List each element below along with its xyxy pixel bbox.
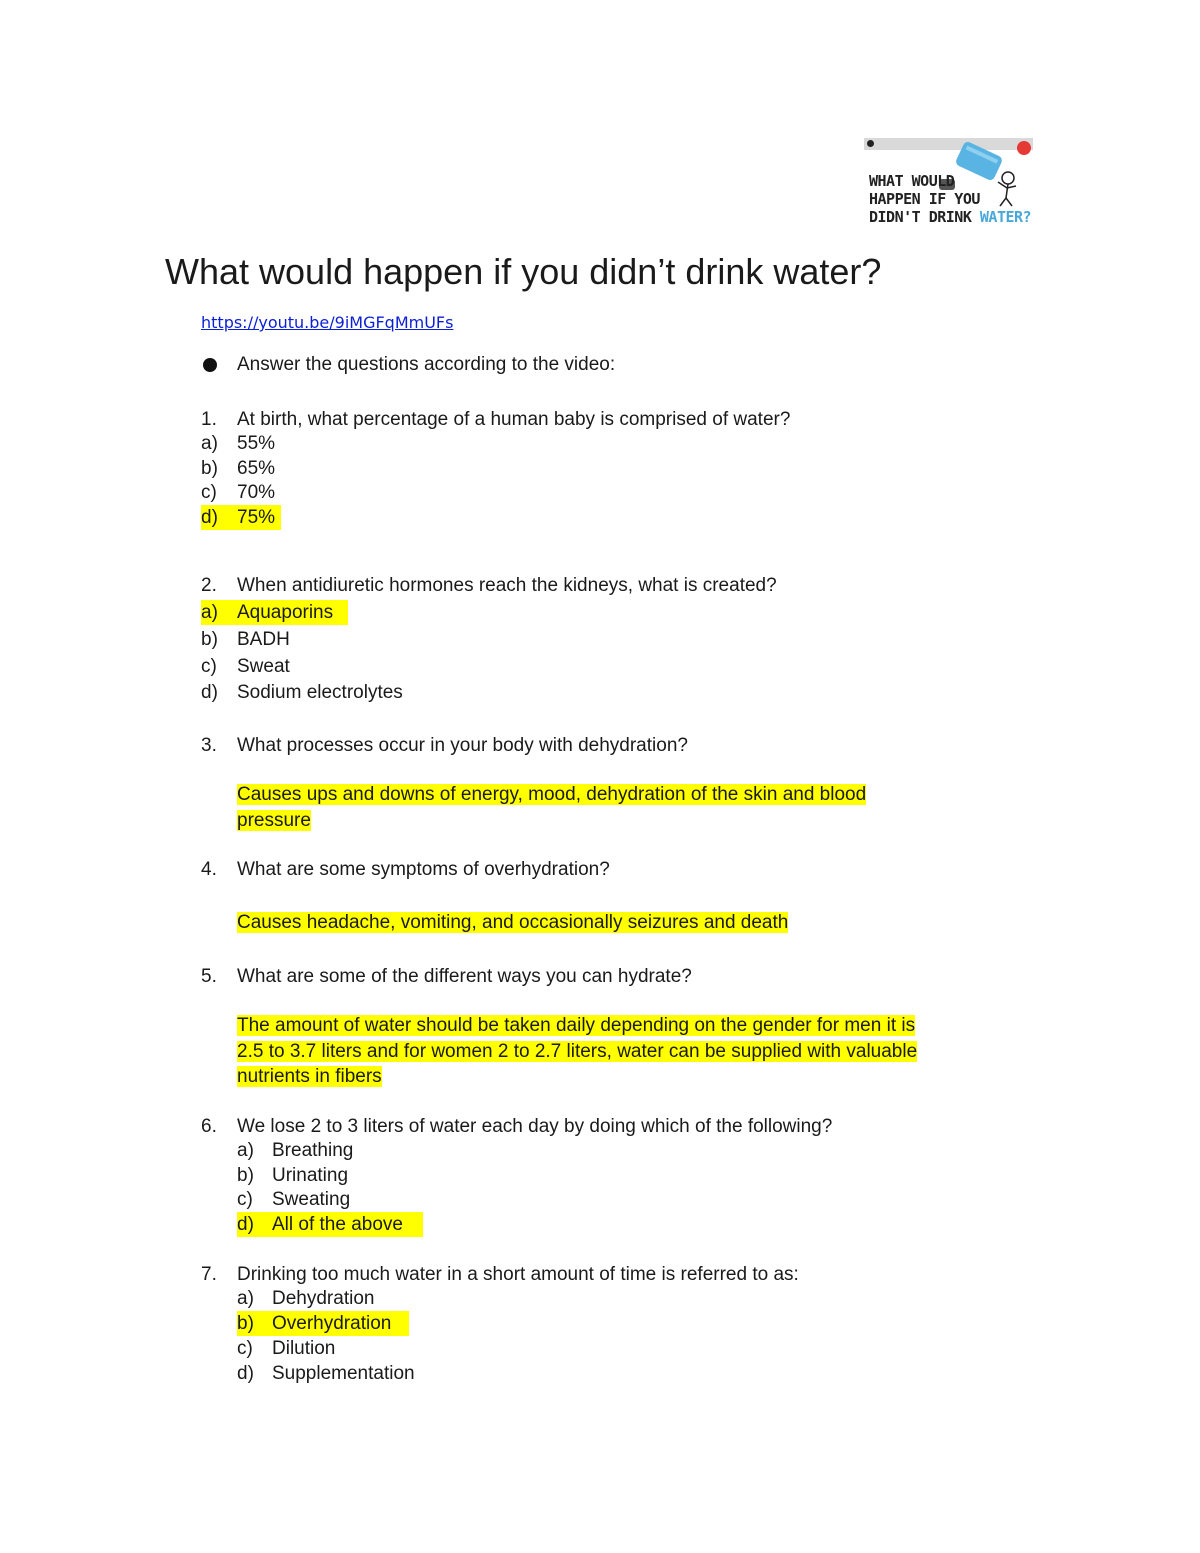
thumbnail-line-3-b: WATER? (979, 208, 1032, 226)
q7-text: Drinking too much water in a short amount of time is referred to as: (237, 1264, 799, 1285)
option-marker: a) (201, 602, 218, 623)
option-text: BADH (237, 629, 290, 650)
option-marker: b) (201, 458, 218, 479)
q1-text: At birth, what percentage of a human baby is comprised of water? (237, 409, 791, 430)
option-text: 55% (237, 433, 276, 454)
option-marker: b) (237, 1165, 254, 1186)
option-marker: c) (201, 656, 217, 677)
q1-number: 1. (201, 409, 217, 430)
q5-answer-line-2: 2.5 to 3.7 liters and for women 2 to 2.7 liters, water can be supplied with valuable (237, 1040, 918, 1062)
option-text: All of the above (272, 1214, 403, 1235)
channel-avatar-icon (867, 140, 874, 147)
option-marker: d) (237, 1214, 254, 1235)
option-marker: a) (237, 1288, 254, 1309)
option-text: Overhydration (272, 1313, 392, 1334)
option-text: Sweat (237, 656, 290, 677)
page-title: What would happen if you didn’t drink water? (165, 251, 882, 292)
video-link[interactable]: https://youtu.be/9iMGFqMmUFs (201, 313, 454, 332)
thumbnail-title (869, 172, 1031, 226)
option-text: Dilution (272, 1338, 336, 1359)
instruction-text: Answer the questions according to the video: (237, 354, 616, 375)
option-marker: a) (201, 433, 218, 454)
thumbnail-line-2: HAPPEN IF YOU (869, 190, 980, 208)
option-marker: b) (201, 629, 218, 650)
q6-number: 6. (201, 1116, 217, 1137)
option-marker: d) (201, 507, 218, 528)
option-text: Sweating (272, 1189, 351, 1210)
q2-number: 2. (201, 575, 217, 596)
option-marker: a) (237, 1140, 254, 1161)
q3-number: 3. (201, 735, 217, 756)
q4-text: What are some symptoms of overhydration? (237, 859, 610, 880)
q5-text: What are some of the different ways you can hydrate? (237, 966, 692, 987)
option-text: Supplementation (272, 1363, 415, 1384)
q5-answer (237, 1013, 917, 1090)
option-marker: d) (201, 682, 218, 703)
option-text: Dehydration (272, 1288, 375, 1309)
q3-answer-line-2: pressure (237, 809, 311, 831)
q5-answer-line-1: The amount of water should be taken daily depending on the gender for men it is (237, 1015, 916, 1036)
q2-text: When antidiuretic hormones reach the kidneys, what is created? (237, 575, 777, 596)
q4-answer (237, 910, 788, 936)
option-marker: c) (201, 482, 217, 503)
option-marker: c) (237, 1338, 253, 1359)
option-text: Breathing (272, 1140, 354, 1161)
q2-option-a-answer (201, 600, 348, 625)
q4-answer-line-1: Causes headache, vomiting, and occasionally seizures and death (237, 912, 789, 933)
video-thumbnail[interactable] (864, 138, 1033, 230)
option-text: 75% (237, 507, 276, 528)
q7-option-b-answer (237, 1311, 409, 1336)
q4-number: 4. (201, 859, 217, 880)
thumbnail-line-3 (869, 208, 1031, 226)
bullet-icon (203, 358, 217, 372)
option-marker: b) (237, 1313, 254, 1334)
thumbnail-line-1: WHAT WOULD (869, 172, 955, 190)
option-text: Urinating (272, 1165, 349, 1186)
option-marker: c) (237, 1189, 253, 1210)
q1-option-d-answer (201, 505, 281, 530)
option-text: 65% (237, 458, 276, 479)
q5-number: 5. (201, 966, 217, 987)
q3-answer (237, 782, 866, 833)
option-text: 70% (237, 482, 276, 503)
option-text: Aquaporins (237, 602, 334, 623)
q7-number: 7. (201, 1264, 217, 1285)
q6-option-d-answer (237, 1212, 423, 1237)
option-text: Sodium electrolytes (237, 682, 403, 703)
q3-text: What processes occur in your body with dehydration? (237, 735, 688, 756)
thumbnail-line-3-a: DIDN'T DRINK (869, 208, 980, 226)
q3-answer-line-1: Causes ups and downs of energy, mood, dehydration of the skin and blood (237, 784, 867, 805)
q5-answer-line-3: nutrients in fibers (237, 1066, 382, 1087)
q6-text: We lose 2 to 3 liters of water each day by doing which of the following? (237, 1116, 833, 1137)
option-marker: d) (237, 1363, 254, 1384)
